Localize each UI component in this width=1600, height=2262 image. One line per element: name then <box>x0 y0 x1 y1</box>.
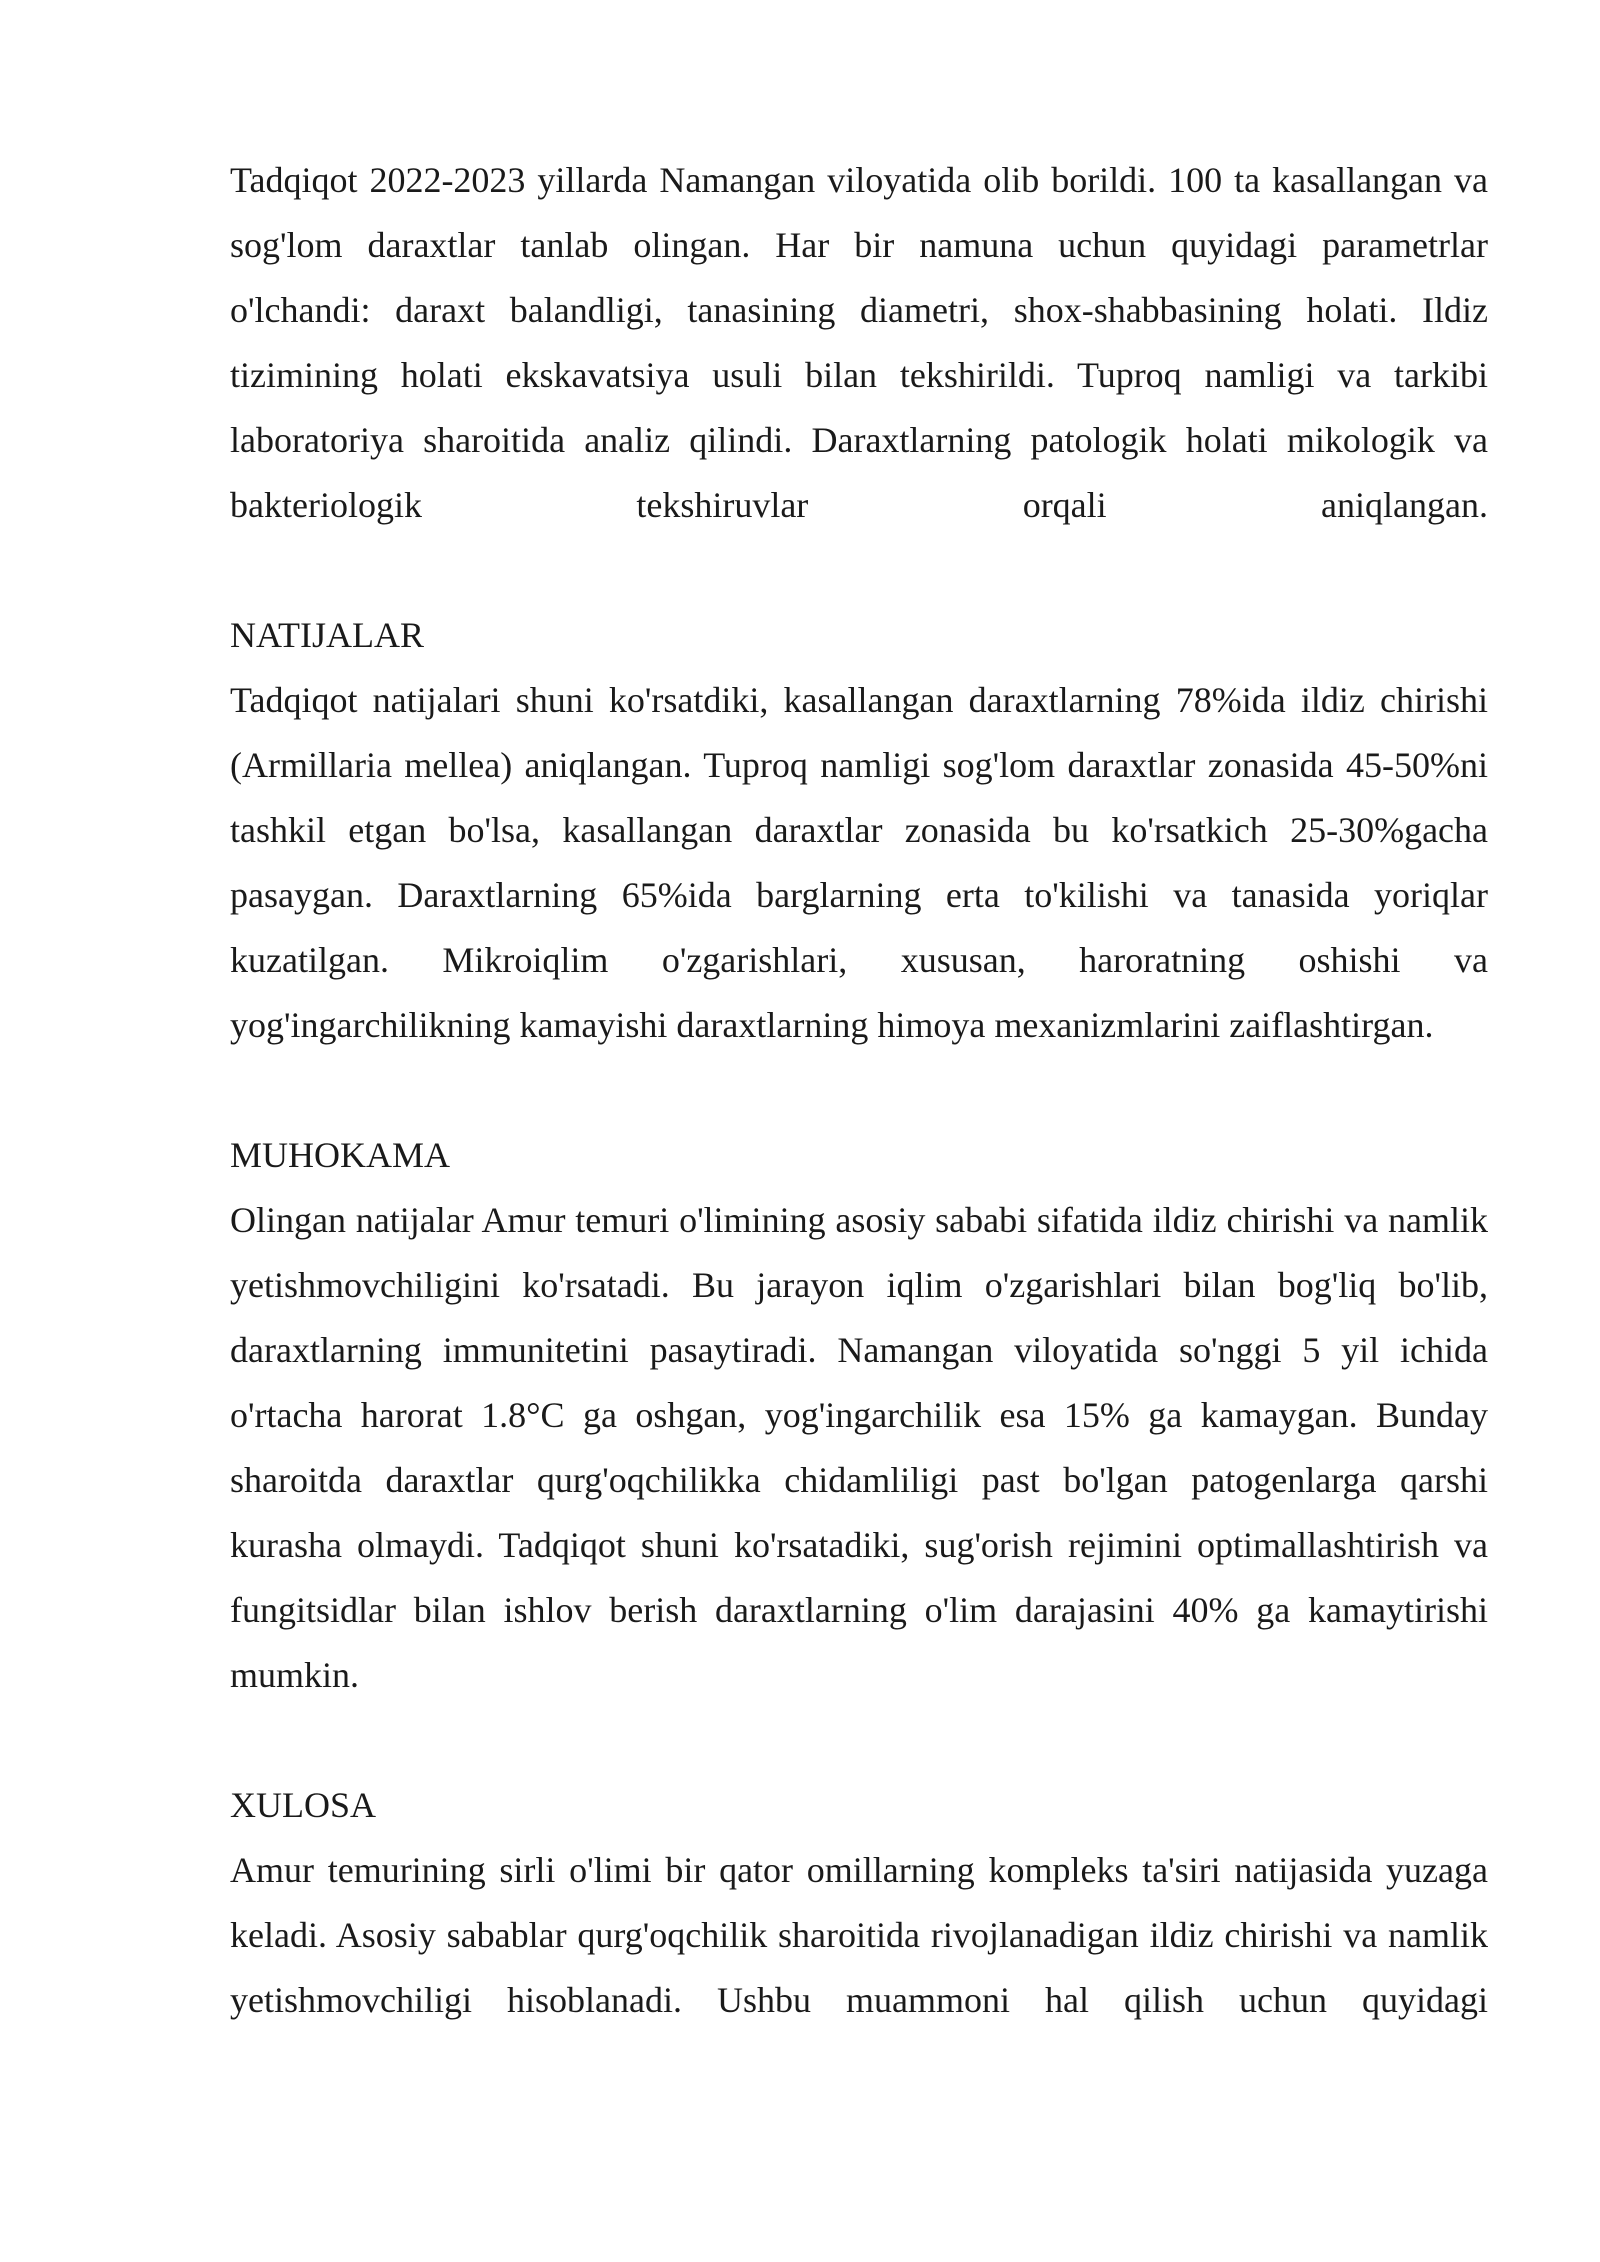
section-gap <box>230 538 1488 603</box>
document-page <box>230 148 1488 2033</box>
intro-paragraph: Tadqiqot 2022-2023 yillarda Namangan viloyatida olib borildi. 100 ta kasallangan va sog'lom daraxtlar tanlab olingan. Har bir namuna uchun quyidagi parametrlar o'lchandi: daraxt balandligi, tanasining diametri, shox-shabbasining holati. Ildiz tizimining holati ekskavatsiya usuli bilan tekshirildi. Tuproq namligi va tarkibi laboratoriya sharoitida analiz qilindi. Daraxtlarning patologik holati mikologik va bakteriologik tekshiruvlar orqali aniqlangan. <box>230 160 1488 525</box>
xulosa-heading: XULOSA <box>230 1785 377 1825</box>
muhokama-heading: MUHOKAMA <box>230 1135 451 1175</box>
muhokama-paragraph: Olingan natijalar Amur temuri o'limining asosiy sababi sifatida ildiz chirishi va namlik yetishmovchiligini ko'rsatadi. Bu jarayon iqlim o'zgarishlari bilan bog'liq bo'lib, daraxtlarning immunitetini pasaytiradi. Namangan viloyatida so'nggi 5 yil ichida o'rtacha harorat 1.8°C ga oshgan, yog'ingarchilik esa 15% ga kamaygan. Bunday sharoitda daraxtlar qurg'oqchilikka chidamliligi past bo'lgan patogenlarga qarshi kurasha olmaydi. Tadqiqot shuni ko'rsatadiki, sug'orish rejimini optimallashtirish va fungitsidlar bilan ishlov berish daraxtlarning o'lim darajasini 40% ga kamaytirishi mumkin. <box>230 1200 1488 1695</box>
xulosa-paragraph: Amur temurining sirli o'limi bir qator omillarning kompleks ta'siri natijasida yuzaga keladi. Asosiy sabablar qurg'oqchilik sharoitida rivojlanadigan ildiz chirishi va namlik yetishmovchiligi hisoblanadi. Ushbu muammoni hal qilish uchun quyidagi <box>230 1850 1488 2020</box>
section-gap <box>230 1058 1488 1123</box>
natijalar-paragraph: Tadqiqot natijalari shuni ko'rsatdiki, kasallangan daraxtlarning 78%ida ildiz chirishi (Armillaria mellea) aniqlangan. Tuproq namligi sog'lom daraxtlar zonasida 45-50%ni tashkil etgan bo'lsa, kasallangan daraxtlar zonasida bu ko'rsatkich 25-30%gacha pasaygan. Daraxtlarning 65%ida barglarning erta to'kilishi va tanasida yoriqlar kuzatilgan. Mikroiqlim o'zgarishlari, xususan, haroratning oshishi va yog'ingarchilikning kamayishi daraxtlarning himoya mexanizmlarini zaiflashtirgan. <box>230 680 1488 1045</box>
section-gap <box>230 1708 1488 1773</box>
natijalar-heading: NATIJALAR <box>230 615 424 655</box>
